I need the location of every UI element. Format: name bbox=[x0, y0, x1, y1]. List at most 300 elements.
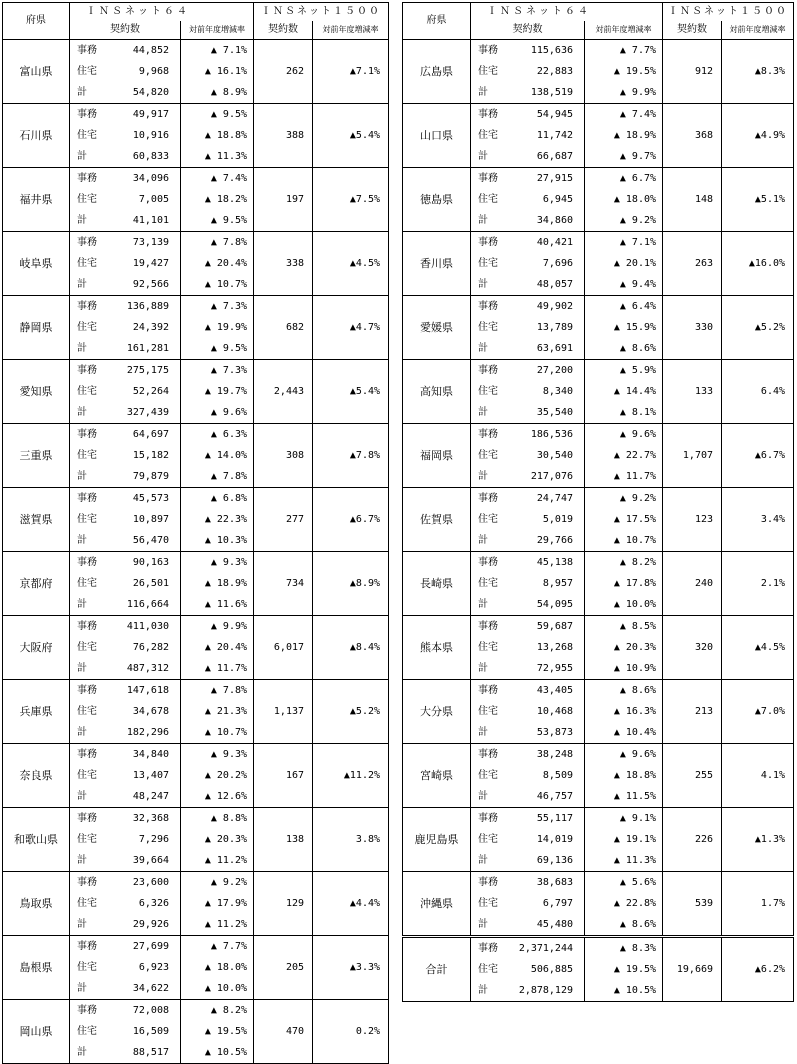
table-row bbox=[3, 488, 389, 510]
ins1500-count: 129 bbox=[254, 872, 313, 936]
contract-count: 92,566 bbox=[109, 274, 181, 296]
category-label: 計 bbox=[471, 466, 508, 488]
prefecture-name: 香川県 bbox=[403, 232, 471, 296]
category-label: 住宅 bbox=[77, 577, 97, 589]
prefecture-group bbox=[403, 872, 794, 937]
contract-count: 76,282 bbox=[132, 641, 169, 653]
contract-count: 6,797 bbox=[542, 897, 573, 909]
ins1500-yoy-change: ▲4.5% bbox=[313, 232, 389, 296]
table-row bbox=[3, 232, 389, 254]
yoy-change: ▲ 15.9% bbox=[585, 317, 663, 338]
yoy-change: ▲ 19.5% bbox=[585, 61, 663, 82]
table-row bbox=[403, 744, 794, 766]
prefecture-name: 熊本県 bbox=[403, 616, 471, 680]
category-label: 住宅 bbox=[478, 385, 498, 397]
table-row bbox=[403, 424, 794, 446]
contracts-header: 契約数 bbox=[663, 21, 722, 40]
contracts-header: 契約数 bbox=[254, 21, 313, 40]
prefecture-name: 大分県 bbox=[403, 680, 471, 744]
ins1500-count: 470 bbox=[254, 1000, 313, 1064]
yoy-change: ▲ 14.0% bbox=[181, 445, 254, 466]
ins1500-count: 338 bbox=[254, 232, 313, 296]
prefecture-group bbox=[3, 424, 389, 488]
contract-count: 506,885 bbox=[530, 963, 573, 975]
category-label: 事務 bbox=[471, 937, 508, 960]
category-label: 計 bbox=[70, 850, 109, 872]
category-label: 住宅 bbox=[478, 897, 498, 909]
category-label: 住宅 bbox=[478, 641, 498, 653]
category-label: 事務 bbox=[70, 424, 109, 446]
prefecture-group bbox=[3, 168, 389, 232]
ins1500-count: 1,707 bbox=[663, 424, 722, 488]
contract-count: 34,678 bbox=[132, 705, 169, 717]
yoy-change: ▲ 8.2% bbox=[585, 552, 663, 574]
category-label: 住宅 bbox=[77, 65, 97, 77]
category-label: 住宅 bbox=[77, 769, 97, 781]
prefecture-group bbox=[3, 744, 389, 808]
ins1500-yoy-change: ▲1.3% bbox=[722, 808, 794, 872]
yoy-change: ▲ 21.3% bbox=[181, 701, 254, 722]
yoy-change: ▲ 7.4% bbox=[585, 104, 663, 126]
ins1500-count: 213 bbox=[663, 680, 722, 744]
yoy-change: ▲ 9.5% bbox=[181, 210, 254, 232]
contract-count: 13,268 bbox=[536, 641, 573, 653]
ins1500-yoy-change: 3.4% bbox=[722, 488, 794, 552]
prefecture-name: 岐阜県 bbox=[3, 232, 70, 296]
prefecture-name: 福井県 bbox=[3, 168, 70, 232]
ins1500-count: 1,137 bbox=[254, 680, 313, 744]
ins1500-count: 734 bbox=[254, 552, 313, 616]
ins1500-yoy-change: ▲4.9% bbox=[722, 104, 794, 168]
prefecture-group bbox=[403, 360, 794, 424]
category-label: 事務 bbox=[70, 232, 109, 254]
yoy-change: ▲ 6.7% bbox=[585, 168, 663, 190]
table-row bbox=[3, 424, 389, 446]
yoy-change: ▲ 10.7% bbox=[585, 530, 663, 552]
ins1500-yoy-change: ▲3.3% bbox=[313, 936, 389, 1000]
category-label: 計 bbox=[471, 786, 508, 808]
contract-count: 5,019 bbox=[542, 513, 573, 525]
prefecture-group bbox=[3, 40, 389, 104]
table-row bbox=[3, 40, 389, 62]
yoy-change: ▲ 19.9% bbox=[181, 317, 254, 338]
contract-count: 56,470 bbox=[109, 530, 181, 552]
yoy-change: ▲ 18.9% bbox=[585, 125, 663, 146]
table-row bbox=[403, 104, 794, 126]
yoy-change: ▲ 10.3% bbox=[181, 530, 254, 552]
category-label: 計 bbox=[471, 338, 508, 360]
contract-count: 88,517 bbox=[109, 1042, 181, 1064]
contracts-header: 契約数 bbox=[70, 21, 181, 40]
prefecture-group bbox=[403, 232, 794, 296]
contract-count: 48,057 bbox=[508, 274, 585, 296]
contract-count: 11,742 bbox=[536, 129, 573, 141]
category-label: 計 bbox=[70, 914, 109, 936]
yoy-change: ▲ 18.8% bbox=[585, 765, 663, 786]
yoy-change: ▲ 14.4% bbox=[585, 381, 663, 402]
category-label: 事務 bbox=[471, 232, 508, 254]
yoy-change: ▲ 9.9% bbox=[181, 616, 254, 638]
ins1500-count: 320 bbox=[663, 616, 722, 680]
prefecture-name: 滋賀県 bbox=[3, 488, 70, 552]
category-label: 計 bbox=[70, 274, 109, 296]
category-label: 住宅 bbox=[77, 705, 97, 717]
prefecture-group bbox=[403, 168, 794, 232]
table-row bbox=[3, 104, 389, 126]
yoy-change: ▲ 18.8% bbox=[181, 125, 254, 146]
category-label: 計 bbox=[471, 274, 508, 296]
category-label: 事務 bbox=[70, 296, 109, 318]
category-label: 住宅 bbox=[77, 129, 97, 141]
contract-count: 16,509 bbox=[132, 1025, 169, 1037]
ins1500-count: 262 bbox=[254, 40, 313, 104]
category-label: 計 bbox=[471, 980, 508, 1002]
contract-count: 217,076 bbox=[508, 466, 585, 488]
ins1500-yoy-change: ▲4.7% bbox=[313, 296, 389, 360]
contract-count: 8,509 bbox=[542, 769, 573, 781]
contract-count: 79,879 bbox=[109, 466, 181, 488]
prefecture-group bbox=[3, 360, 389, 424]
contract-count: 64,697 bbox=[109, 424, 181, 446]
yoy-change: ▲ 8.3% bbox=[585, 937, 663, 960]
yoy-change: ▲ 9.7% bbox=[585, 146, 663, 168]
contract-count: 24,747 bbox=[508, 488, 585, 510]
category-label: 事務 bbox=[471, 808, 508, 830]
yoy-header: 対前年度増減率 bbox=[181, 21, 254, 40]
ins1500-count: 148 bbox=[663, 168, 722, 232]
contract-count: 115,636 bbox=[508, 40, 585, 62]
yoy-change: ▲ 8.6% bbox=[585, 914, 663, 937]
contract-count: 39,664 bbox=[109, 850, 181, 872]
category-label: 住宅 bbox=[478, 577, 498, 589]
contract-count: 29,926 bbox=[109, 914, 181, 936]
contract-count: 60,833 bbox=[109, 146, 181, 168]
yoy-header: 対前年度増減率 bbox=[585, 21, 663, 40]
prefecture-name: 京都府 bbox=[3, 552, 70, 616]
yoy-change: ▲ 20.1% bbox=[585, 253, 663, 274]
ins1500-count: 388 bbox=[254, 104, 313, 168]
prefecture-group bbox=[3, 104, 389, 168]
contract-count: 40,421 bbox=[508, 232, 585, 254]
ins1500-yoy-change: 2.1% bbox=[722, 552, 794, 616]
prefecture-group bbox=[3, 1000, 389, 1064]
ins1500-count: 682 bbox=[254, 296, 313, 360]
category-label: 事務 bbox=[471, 680, 508, 702]
contract-count: 55,117 bbox=[508, 808, 585, 830]
ins1500-yoy-change: ▲5.2% bbox=[313, 680, 389, 744]
yoy-change: ▲ 19.5% bbox=[585, 959, 663, 980]
contract-count: 14,019 bbox=[536, 833, 573, 845]
prefecture-name: 奈良県 bbox=[3, 744, 70, 808]
contract-count: 59,687 bbox=[508, 616, 585, 638]
prefecture-name: 三重県 bbox=[3, 424, 70, 488]
yoy-change: ▲ 11.3% bbox=[181, 146, 254, 168]
yoy-change: ▲ 22.8% bbox=[585, 893, 663, 914]
table-row bbox=[3, 808, 389, 830]
ins1500-yoy-change: 3.8% bbox=[313, 808, 389, 872]
contract-count: 48,247 bbox=[109, 786, 181, 808]
yoy-change: ▲ 18.0% bbox=[181, 957, 254, 978]
ins1500-yoy-change: ▲5.4% bbox=[313, 360, 389, 424]
category-label: 事務 bbox=[471, 616, 508, 638]
yoy-change: ▲ 18.9% bbox=[181, 573, 254, 594]
yoy-change: ▲ 10.9% bbox=[585, 658, 663, 680]
ins1500-count: 240 bbox=[663, 552, 722, 616]
contract-count: 54,945 bbox=[508, 104, 585, 126]
contract-count: 7,296 bbox=[138, 833, 169, 845]
category-label: 計 bbox=[70, 978, 109, 1000]
yoy-change: ▲ 12.6% bbox=[181, 786, 254, 808]
yoy-change: ▲ 7.7% bbox=[585, 40, 663, 62]
contract-count: 13,789 bbox=[536, 321, 573, 333]
yoy-change: ▲ 8.8% bbox=[181, 808, 254, 830]
yoy-change: ▲ 9.6% bbox=[585, 744, 663, 766]
yoy-change: ▲ 7.4% bbox=[181, 168, 254, 190]
yoy-change: ▲ 8.6% bbox=[585, 338, 663, 360]
category-label: 計 bbox=[471, 722, 508, 744]
contract-count: 23,600 bbox=[109, 872, 181, 894]
prefecture-group bbox=[403, 296, 794, 360]
category-label: 住宅 bbox=[77, 961, 97, 973]
category-label: 事務 bbox=[471, 424, 508, 446]
prefecture-name: 福岡県 bbox=[403, 424, 471, 488]
prefecture-name: 島根県 bbox=[3, 936, 70, 1000]
contract-count: 6,326 bbox=[138, 897, 169, 909]
prefecture-name: 富山県 bbox=[3, 40, 70, 104]
category-label: 住宅 bbox=[77, 897, 97, 909]
contract-count: 7,005 bbox=[138, 193, 169, 205]
yoy-change: ▲ 7.3% bbox=[181, 296, 254, 318]
category-label: 住宅 bbox=[77, 833, 97, 845]
ins1500-yoy-change: 1.7% bbox=[722, 872, 794, 937]
ins1500-yoy-change: ▲16.0% bbox=[722, 232, 794, 296]
contract-count: 182,296 bbox=[109, 722, 181, 744]
prefecture-group bbox=[403, 424, 794, 488]
category-label: 事務 bbox=[70, 40, 109, 62]
ins1500-count: 368 bbox=[663, 104, 722, 168]
prefecture-name: 石川県 bbox=[3, 104, 70, 168]
category-label: 住宅 bbox=[478, 705, 498, 717]
yoy-change: ▲ 11.6% bbox=[181, 594, 254, 616]
yoy-change: ▲ 7.1% bbox=[181, 40, 254, 62]
contract-count: 41,101 bbox=[109, 210, 181, 232]
prefecture-name: 広島県 bbox=[403, 40, 471, 104]
category-label: 計 bbox=[70, 402, 109, 424]
table-row bbox=[403, 616, 794, 638]
yoy-change: ▲ 11.2% bbox=[181, 850, 254, 872]
table-row bbox=[403, 488, 794, 510]
prefecture-group bbox=[3, 552, 389, 616]
prefecture-name: 岡山県 bbox=[3, 1000, 70, 1064]
yoy-change: ▲ 19.5% bbox=[181, 1021, 254, 1042]
table-row bbox=[403, 168, 794, 190]
category-label: 計 bbox=[70, 658, 109, 680]
prefecture-name: 兵庫県 bbox=[3, 680, 70, 744]
ins1500-yoy-change: 6.4% bbox=[722, 360, 794, 424]
prefecture-group bbox=[3, 808, 389, 872]
category-label: 計 bbox=[70, 338, 109, 360]
prefecture-group bbox=[403, 104, 794, 168]
yoy-change: ▲ 10.5% bbox=[181, 1042, 254, 1064]
ins1500-yoy-change: ▲6.7% bbox=[722, 424, 794, 488]
contract-count: 34,622 bbox=[109, 978, 181, 1000]
table-row bbox=[403, 360, 794, 382]
ins1500-count: 123 bbox=[663, 488, 722, 552]
category-label: 計 bbox=[471, 850, 508, 872]
prefecture-group bbox=[403, 680, 794, 744]
yoy-change: ▲ 11.2% bbox=[181, 914, 254, 936]
category-label: 住宅 bbox=[77, 385, 97, 397]
ins1500-yoy-change: ▲6.7% bbox=[313, 488, 389, 552]
yoy-change: ▲ 10.5% bbox=[585, 980, 663, 1002]
ins1500-yoy-change: ▲7.8% bbox=[313, 424, 389, 488]
category-label: 住宅 bbox=[478, 193, 498, 205]
yoy-change: ▲ 22.3% bbox=[181, 509, 254, 530]
yoy-change: ▲ 9.2% bbox=[585, 488, 663, 510]
pref-header: 府県 bbox=[3, 3, 70, 40]
prefecture-name: 山口県 bbox=[403, 104, 471, 168]
yoy-change: ▲ 8.1% bbox=[585, 402, 663, 424]
total-group bbox=[403, 937, 794, 1002]
contract-count: 66,687 bbox=[508, 146, 585, 168]
table-row bbox=[3, 744, 389, 766]
contract-count: 10,916 bbox=[132, 129, 169, 141]
table-row bbox=[403, 296, 794, 318]
contract-count: 49,917 bbox=[109, 104, 181, 126]
yoy-change: ▲ 11.7% bbox=[585, 466, 663, 488]
category-label: 計 bbox=[70, 530, 109, 552]
category-label: 住宅 bbox=[77, 641, 97, 653]
category-label: 計 bbox=[471, 530, 508, 552]
prefecture-group bbox=[3, 680, 389, 744]
table-row bbox=[3, 296, 389, 318]
yoy-change: ▲ 20.4% bbox=[181, 253, 254, 274]
category-label: 計 bbox=[471, 658, 508, 680]
yoy-change: ▲ 9.6% bbox=[181, 402, 254, 424]
contract-count: 275,175 bbox=[109, 360, 181, 382]
category-label: 住宅 bbox=[478, 833, 498, 845]
category-label: 事務 bbox=[70, 680, 109, 702]
contract-count: 411,030 bbox=[109, 616, 181, 638]
contract-count: 54,820 bbox=[109, 82, 181, 104]
contract-count: 116,664 bbox=[109, 594, 181, 616]
contract-count: 26,501 bbox=[132, 577, 169, 589]
category-label: 事務 bbox=[70, 552, 109, 574]
category-label: 計 bbox=[471, 402, 508, 424]
category-label: 事務 bbox=[471, 552, 508, 574]
contract-count: 35,540 bbox=[508, 402, 585, 424]
yoy-change: ▲ 8.9% bbox=[181, 82, 254, 104]
ins1500-header: ＩＮＳネット１５００ bbox=[254, 3, 389, 22]
category-label: 事務 bbox=[70, 1000, 109, 1022]
contract-count: 72,955 bbox=[508, 658, 585, 680]
contract-count: 44,852 bbox=[109, 40, 181, 62]
contracts-header: 契約数 bbox=[471, 21, 585, 40]
contract-count: 19,427 bbox=[132, 257, 169, 269]
category-label: 計 bbox=[70, 466, 109, 488]
ins1500-yoy-change: ▲4.4% bbox=[313, 872, 389, 936]
category-label: 住宅 bbox=[77, 193, 97, 205]
contract-count: 8,957 bbox=[542, 577, 573, 589]
yoy-change: ▲ 17.9% bbox=[181, 893, 254, 914]
contract-count: 38,248 bbox=[508, 744, 585, 766]
table-row bbox=[3, 680, 389, 702]
category-label: 事務 bbox=[70, 808, 109, 830]
yoy-header: 対前年度増減率 bbox=[722, 21, 794, 40]
yoy-change: ▲ 5.9% bbox=[585, 360, 663, 382]
contract-count: 46,757 bbox=[508, 786, 585, 808]
yoy-change: ▲ 9.9% bbox=[585, 82, 663, 104]
contract-count: 45,480 bbox=[508, 914, 585, 937]
prefecture-group bbox=[403, 808, 794, 872]
ins1500-count: 308 bbox=[254, 424, 313, 488]
prefecture-name: 愛媛県 bbox=[403, 296, 471, 360]
category-label: 計 bbox=[70, 594, 109, 616]
ins1500-yoy-change: ▲11.2% bbox=[313, 744, 389, 808]
table-row bbox=[3, 168, 389, 190]
prefecture-name: 高知県 bbox=[403, 360, 471, 424]
contract-count: 72,008 bbox=[109, 1000, 181, 1022]
contract-count: 186,536 bbox=[508, 424, 585, 446]
ins1500-yoy-change: 4.1% bbox=[722, 744, 794, 808]
prefecture-name: 宮崎県 bbox=[403, 744, 471, 808]
contract-count: 27,200 bbox=[508, 360, 585, 382]
yoy-change: ▲ 22.7% bbox=[585, 445, 663, 466]
prefecture-name: 愛知県 bbox=[3, 360, 70, 424]
ins1500-yoy-change: ▲7.0% bbox=[722, 680, 794, 744]
ins1500-yoy-change: ▲8.3% bbox=[722, 40, 794, 104]
yoy-change: ▲ 8.5% bbox=[585, 616, 663, 638]
prefecture-name: 和歌山県 bbox=[3, 808, 70, 872]
yoy-change: ▲ 11.7% bbox=[181, 658, 254, 680]
yoy-change: ▲ 9.5% bbox=[181, 104, 254, 126]
table-row bbox=[403, 552, 794, 574]
yoy-change: ▲ 16.1% bbox=[181, 61, 254, 82]
category-label: 住宅 bbox=[77, 1025, 97, 1037]
contract-count: 27,699 bbox=[109, 936, 181, 958]
yoy-change: ▲ 11.3% bbox=[585, 850, 663, 872]
ins1500-count: 255 bbox=[663, 744, 722, 808]
ins1500-count: 205 bbox=[254, 936, 313, 1000]
ins1500-yoy-change: ▲8.9% bbox=[313, 552, 389, 616]
left-table bbox=[2, 2, 389, 1064]
yoy-change: ▲ 16.3% bbox=[585, 701, 663, 722]
ins1500-yoy-change: 0.2% bbox=[313, 1000, 389, 1064]
yoy-change: ▲ 10.4% bbox=[585, 722, 663, 744]
prefecture-name: 大阪府 bbox=[3, 616, 70, 680]
yoy-change: ▲ 9.2% bbox=[585, 210, 663, 232]
yoy-change: ▲ 20.4% bbox=[181, 637, 254, 658]
table-row bbox=[3, 936, 389, 958]
contract-count: 29,766 bbox=[508, 530, 585, 552]
prefecture-group bbox=[403, 616, 794, 680]
contract-count: 69,136 bbox=[508, 850, 585, 872]
contract-count: 54,095 bbox=[508, 594, 585, 616]
category-label: 計 bbox=[70, 1042, 109, 1064]
prefecture-group bbox=[403, 552, 794, 616]
prefecture-name: 鳥取県 bbox=[3, 872, 70, 936]
category-label: 事務 bbox=[70, 936, 109, 958]
category-label: 住宅 bbox=[478, 769, 498, 781]
ins1500-count: 263 bbox=[663, 232, 722, 296]
category-label: 事務 bbox=[70, 104, 109, 126]
category-label: 事務 bbox=[471, 40, 508, 62]
table-row bbox=[3, 616, 389, 638]
contract-count: 13,407 bbox=[132, 769, 169, 781]
contract-count: 7,696 bbox=[542, 257, 573, 269]
contract-count: 49,902 bbox=[508, 296, 585, 318]
category-label: 計 bbox=[70, 722, 109, 744]
